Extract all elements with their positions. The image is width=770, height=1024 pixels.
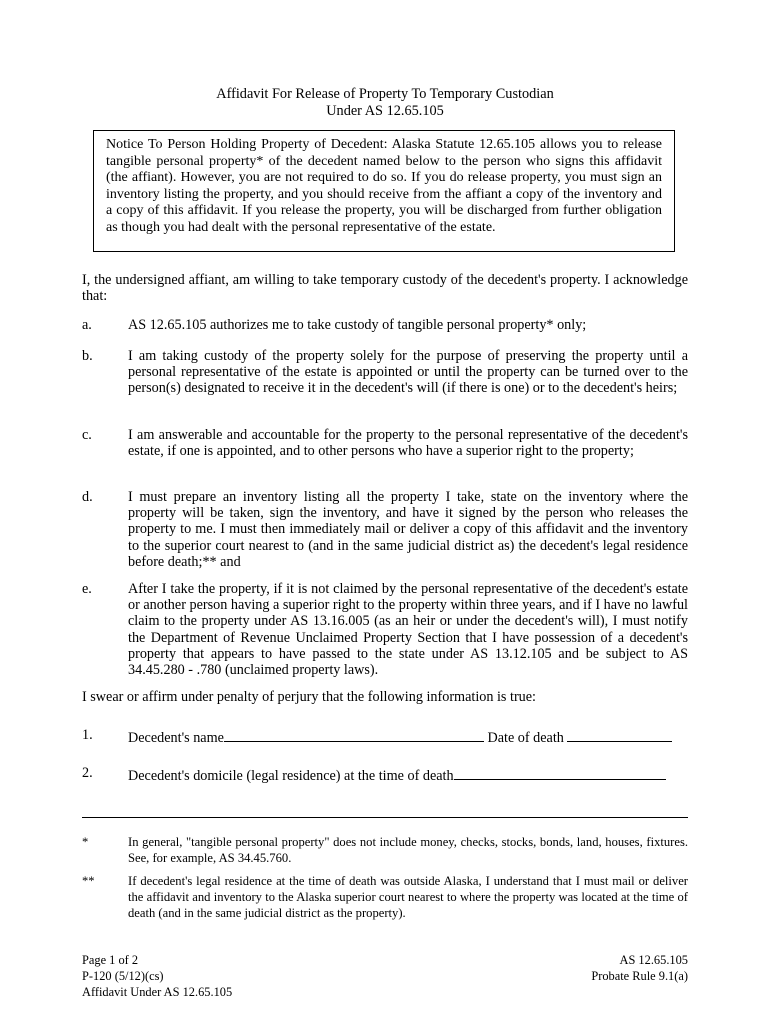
acknowledgement-text: I must prepare an inventory listing all the property I take, state on the inventory where the property will be taken, sign the inventory, and have it signed by the person who releases the property to me. I must then immediately mail or deliver a copy of this affidavit and the inventory to the superior court nearest to (and in the same judicial district as) the decedent's legal residence before death;** and: [128, 489, 688, 570]
field-number: 2.: [82, 765, 93, 781]
document-title: [0, 86, 770, 120]
statute-reference: AS 12.65.105: [619, 953, 688, 967]
footer-left: [82, 952, 232, 1000]
footnote-marker: **: [82, 874, 95, 888]
acknowledgement-text: I am answerable and accountable for the property to the personal representative of the decedent's estate, if one is appointed, and to other persons who have a superior right to the property;: [128, 427, 688, 460]
acknowledgement-label: c.: [82, 427, 92, 443]
form-name: Affidavit Under AS 12.65.105: [82, 985, 233, 999]
acknowledgement-label: a.: [82, 317, 92, 333]
decedent-name-label: Decedent's name: [128, 730, 224, 746]
domicile-label: Decedent's domicile (legal residence) at the time of death: [128, 768, 454, 784]
date-of-death-field[interactable]: [567, 727, 672, 742]
form-number: P-120 (5/12)(cs): [82, 969, 164, 983]
footer-right: [591, 952, 688, 984]
footnote-text: If decedent's legal residence at the time of death was outside Alaska, I understand that I must mail or deliver the affidavit and inventory to the Alaska superior court nearest to where the property was located at the time of death (and in the same judicial district as the property).: [128, 874, 688, 920]
acknowledgement-text: I am taking custody of the property solely for the purpose of preserving the property until a personal representative of the estate is appointed or until the property can be turned over to the person(s) designated to receive it in the decedent's will (if there is one) or to the decedent's heirs;: [128, 348, 688, 397]
footnote-marker: *: [82, 835, 89, 849]
title-line-2: Under AS 12.65.105: [326, 103, 444, 119]
acknowledgement-label: b.: [82, 348, 93, 364]
notice-box: Notice To Person Holding Property of Decedent: Alaska Statute 12.65.105 allows you to release tangible personal property* of the decedent named below to the person who signs this affidavit (the affiant). However, you are not required to do so. If you do release property, you must sign an inventory listing the property, and you should receive from the affiant a copy of the inventory and a copy of this affidavit. If you release the property, you will be discharged from further obligation as though you had dealt with the personal representative of the estate.: [93, 130, 675, 252]
acknowledgement-label: e.: [82, 581, 92, 597]
footnote-text: In general, "tangible personal property" does not include money, checks, stocks, bonds, land, houses, fixtures. See, for example, AS 34.45.760.: [128, 835, 688, 865]
domicile-field[interactable]: [454, 765, 666, 780]
acknowledgement-text: AS 12.65.105 authorizes me to take custody of tangible personal property* only;: [128, 317, 587, 333]
date-of-death-label: Date of death: [487, 730, 564, 746]
rule-reference: Probate Rule 9.1(a): [591, 969, 688, 983]
acknowledgement-text: After I take the property, if it is not claimed by the personal representative of the decedent's estate or another person having a superior right to the property within three years, and if I have no lawful claim to the property under AS 13.16.005 (as an heir or under the decedent's will), I must notify the Department of Revenue Unclaimed Property Section that I have possession of a decedent's property that appears to have passed to the state under AS 13.12.105 and be subject to AS 34.45.280 - .780 (unclaimed property laws).: [128, 581, 688, 679]
footnote-divider: [82, 817, 688, 818]
field-number: 1.: [82, 727, 93, 743]
intro-paragraph: I, the undersigned affiant, am willing to take temporary custody of the decedent's property. I acknowledge that:: [82, 272, 688, 305]
acknowledgement-label: d.: [82, 489, 93, 505]
title-line-1: Affidavit For Release of Property To Temporary Custodian: [216, 86, 554, 102]
decedent-name-field[interactable]: [224, 727, 484, 742]
page-number: Page 1 of 2: [82, 953, 139, 967]
swear-statement: I swear or affirm under penalty of perjury that the following information is true:: [82, 689, 536, 705]
